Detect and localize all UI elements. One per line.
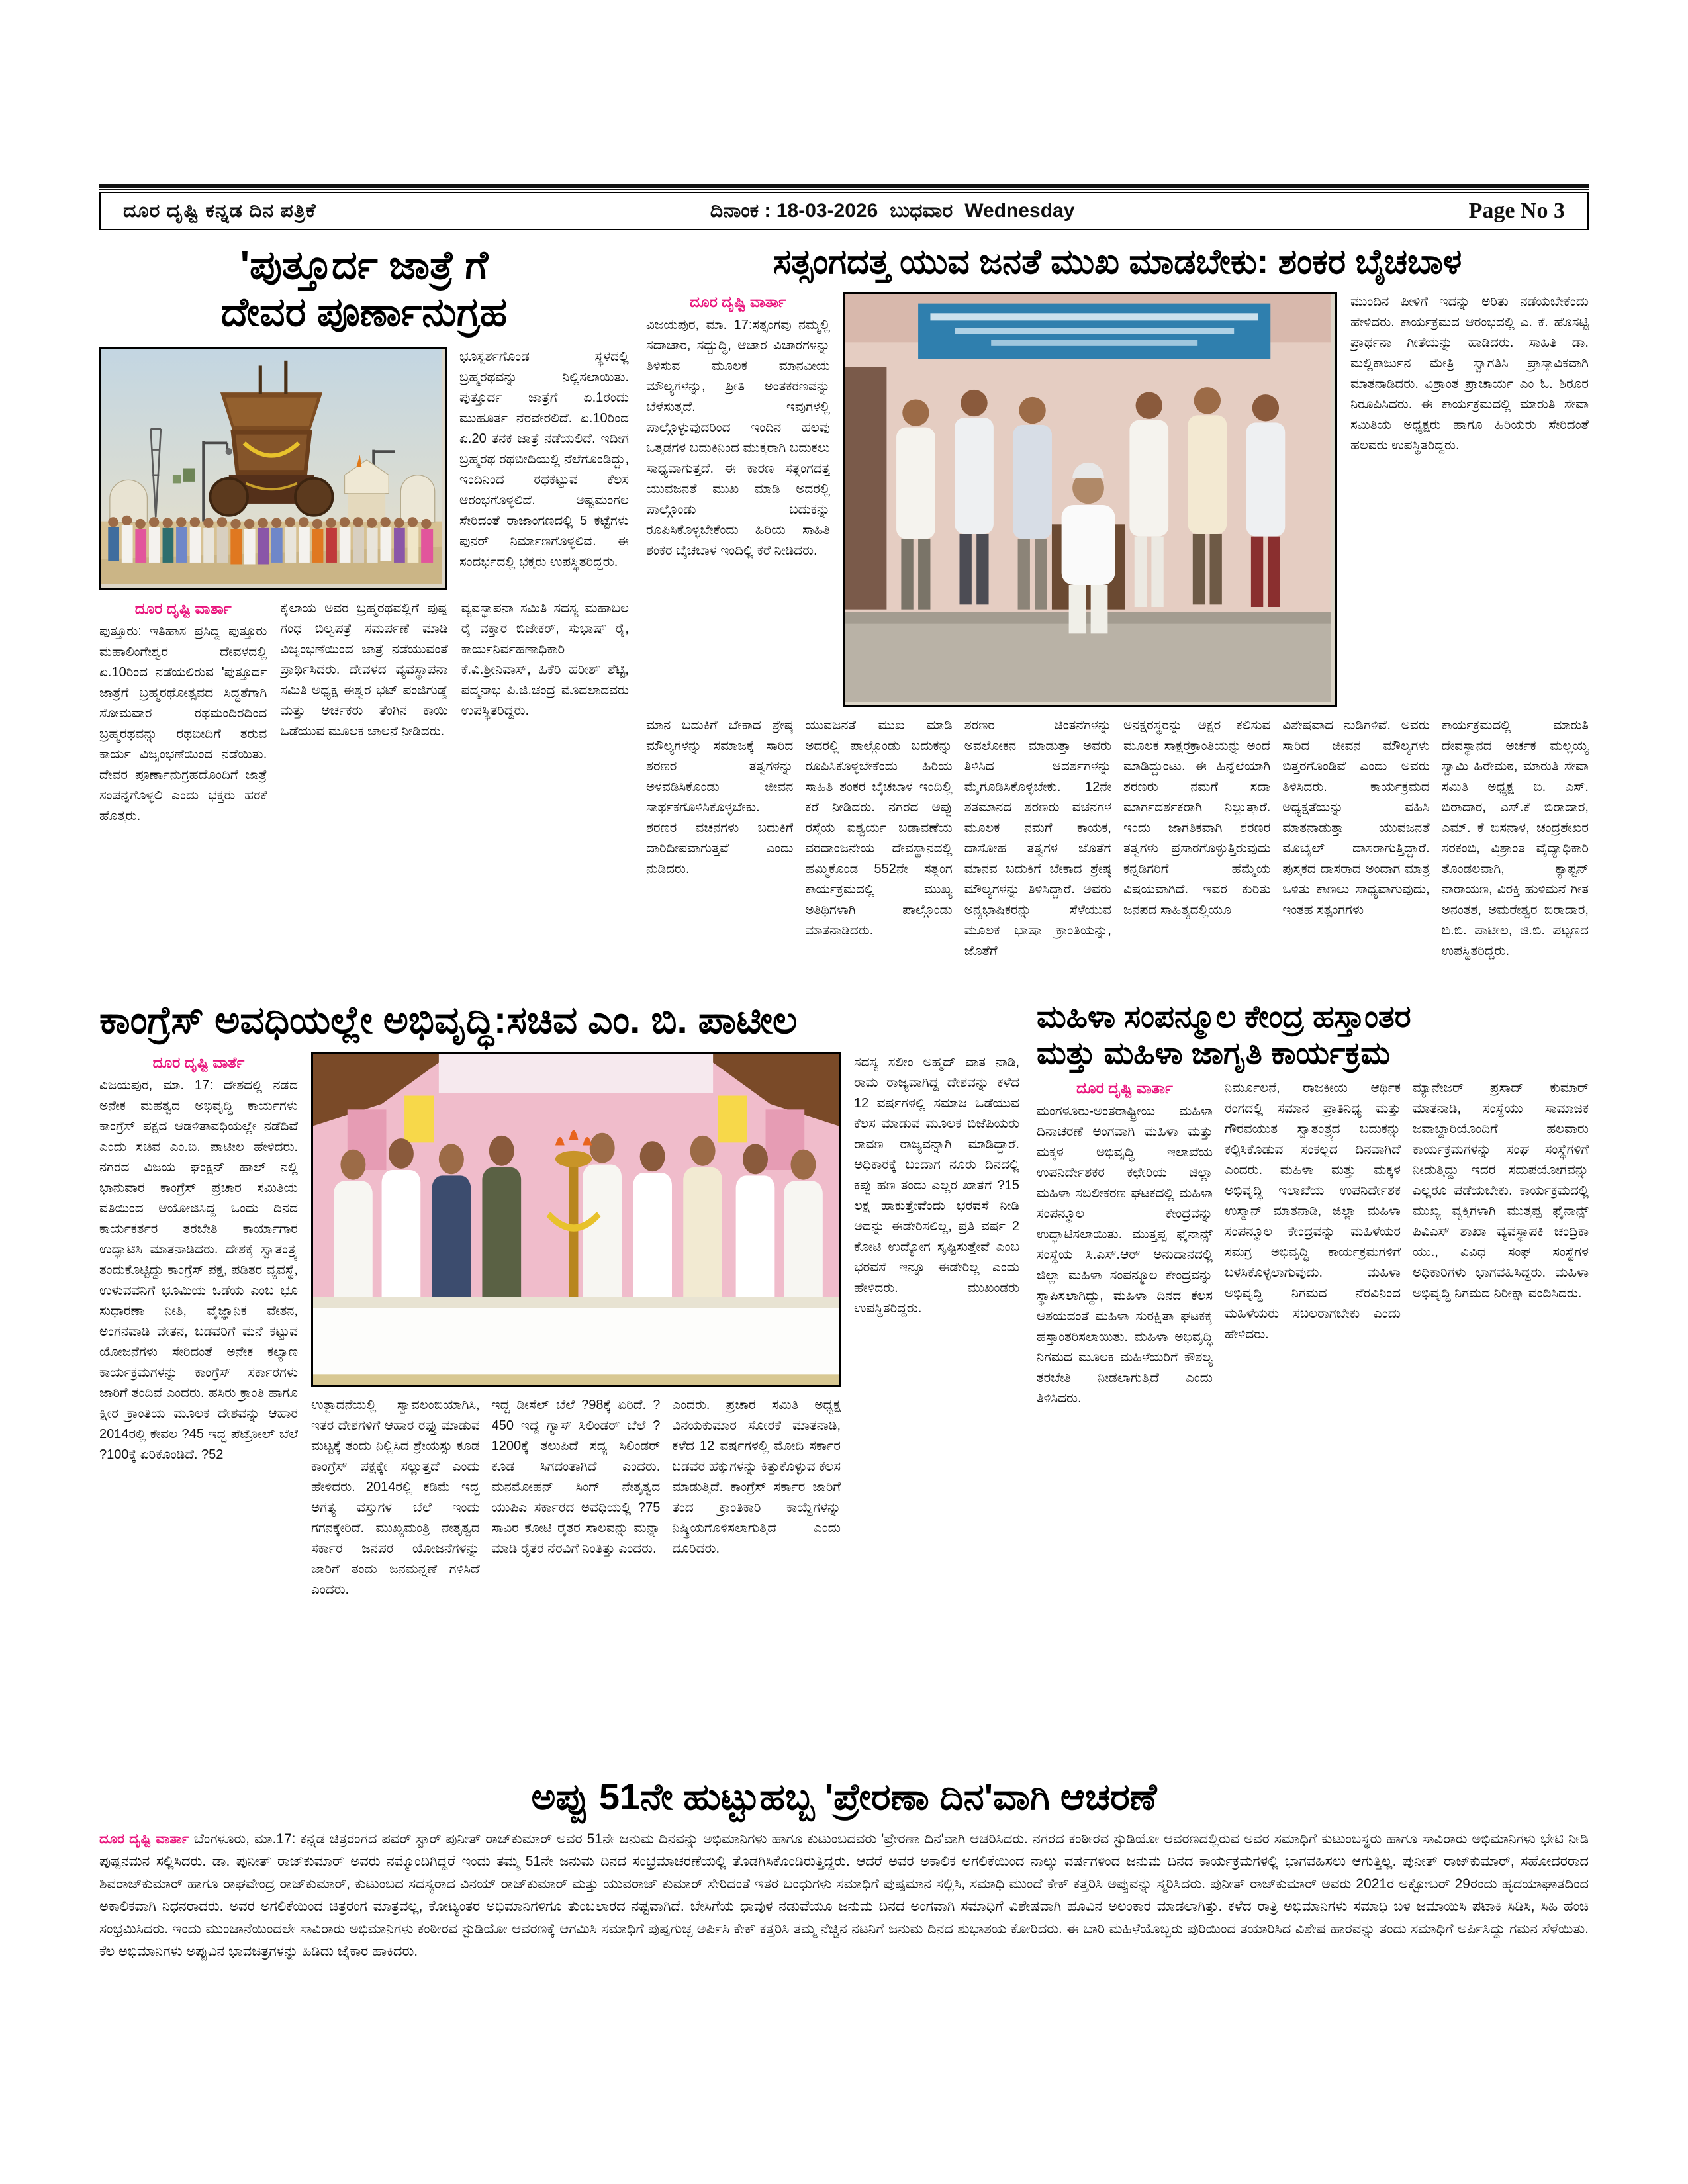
chariot-photo-illustration [101,349,442,584]
congress-right-column: ಸದಸ್ಯ ಸಲೀಂ ಅಹ್ಮದ್ ವಾತ ನಾಡಿ, ರಾಮ ರಾಜ್ಯವಾಗಿದ್ದ ದೇಶವನ್ನು ಕಳೆದ 12 ವರ್ಷಗಳಲ್ಲಿ ಸಮಾಜ ಒಡೆಯುವ ಕೆಲಸ ಮಾಡುವ ಮೂಲಕ ಬಿಜೆಪಿಯರು ರಾವಣ ರಾಜ್ಯವನ್ನಾಗಿ ಮಾಡಿದ್ದಾರೆ. ಅಧಿಕಾರಕ್ಕೆ ಬಂದಾಗ ನೂರು ದಿನದಲ್ಲಿ ಕಪ್ಪು ಹಣ ತಂದು ಎಲ್ಲರ ಖಾತೆಗೆ ?15 ಲಕ್ಷ ಹಾಕುತ್ತೇವೆಂದು ಭರವಸೆ ನೀಡಿ ಅದನ್ನು ಈಡೇರಿಸಲಿಲ್ಲ, ಪ್ರತಿ ವರ್ಷ 2 ಕೋಟಿ ಉದ್ಯೋಗ ಸೃಷ್ಟಿಸುತ್ತೇವೆ ಎಂಬ ಭರವಸೆ ಇನ್ನೂ ಈಡೇರಿಲ್ಲ ಎಂದು ಹೇಳಿದರು. ಮುಖಂಡರು ಉಪಸ್ಥಿತರಿದ್ದರು. [854,1055,1019,1316]
date-label: ದಿನಾಂಕ : 18-03-2026 [710,200,878,222]
congress-columns [311,1395,841,1759]
jatre-headline [99,242,629,336]
satsanga-column-5: ವಿಶೇಷವಾದ ನುಡಿಗಳಿವೆ. ಅವರು ಸಾರಿದ ಜೀವನ ಮೌಲ್ಯಗಳು ಬಿತ್ತರಗೊಂಡಿವೆ ಎಂದು ಅವರು ತಿಳಿಸಿದರು. ಕಾರ್ಯಕ್ರಮದ ಅಧ್ಯಕ್ಷತೆಯನ್ನು ವಹಿಸಿ ಮಾತನಾಡುತ್ತಾ ಯುವಜನತೆ ಮೊಬೈಲ್ ದಾಸರಾಗುತ್ತಿದ್ದಾರೆ. ಪುಸ್ತಕದ ದಾಸರಾದ ಅಂದಾಗ ಮಾತ್ರ ಒಳಿತು ಕಾಣಲು ಸಾಧ್ಯವಾಗುವುದು, ಇಂತಹ ಸತ್ಸಂಗಗಳು [1282,718,1430,918]
appu-body [99,1828,1589,2026]
article-mahila [1037,998,1589,1759]
jatre-headline-line1: 'ಪುತ್ತೂರ್ದ ಜಾತ್ರೆ ಗೆ [240,243,489,287]
article-jatre [99,242,629,983]
date-block [710,200,1075,222]
jatre-column-2: ಕೈಲಾಯ ಅವರ ಬ್ರಹ್ಮರಥವಲ್ಲಿಗೆ ಪುಷ್ಪ ಗಂಧ ಬಿಲ್ವಪತ್ರೆ ಸಮರ್ಪಣೆ ಮಾಡಿ ವಿಜೃಂಭಣೆಯಿಂದ ಜಾತ್ರೆ ನಡೆಯುವಂತೆ ಪ್ರಾರ್ಥಿಸಿದರು. ದೇವಳದ ವ್ಯವಸ್ಥಾಪನಾ ಸಮಿತಿ ಅಧ್ಯಕ್ಷ ಈಶ್ವರ ಭಟ್ ಪಂಜಿಗುಡ್ಡೆ ಮತ್ತು ಅರ್ಚಕರು ತೆಂಗಿನ ಕಾಯಿ ಒಡೆಯುವ ಮೂಲಕ ಚಾಲನೆ ನೀಡಿದರು. [280,600,448,739]
article-congress [99,998,1019,1759]
satsanga-column-3: ಶರಣರ ಚಿಂತನೆಗಳನ್ನು ಅವಲೋಕನ ಮಾಡುತ್ತಾ ಅವರು ತಿಳಿಸಿದ ಆದರ್ಶಗಳನ್ನು ಮೈಗೂಡಿಸಿಕೊಳ್ಳಬೇಕು. 12ನೇ ಶತಮಾನದ ಶರಣರು ವಚನಗಳ ಮೂಲಕ ನಮಗೆ ಕಾಯಕ, ದಾಸೋಹ ತತ್ವಗಳ ಜೊತೆಗೆ ಮಾನವ ಬದುಕಿಗೆ ಬೇಕಾದ ಶ್ರೇಷ್ಠ ಮೌಲ್ಯಗಳನ್ನು ತಿಳಿಸಿದ್ದಾರೆ. ಅವರು ಅನ್ಯಭಾಷಿಕರನ್ನು ಸೆಳೆಯುವ ಮೂಲಕ ಭಾಷಾ ಕ್ರಾಂತಿಯನ್ನು, ಜೊತೆಗೆ [964,718,1111,959]
lamp-lighting-photo-illustration [313,1054,839,1385]
jatre-byline: ದೂರ ದೃಷ್ಟಿ ವಾರ್ತಾ [134,599,232,617]
jatre-headline-line2: ದೇವರ ಪೂರ್ಣಾನುಗ್ರಹ [220,289,508,334]
mahila-columns [1037,1078,1589,1759]
congress-body [99,1052,1019,1759]
satsanga-lede-text: ವಿಜಯಪುರ, ಮಾ. 17:ಸತ್ಸಂಗವು ನಮ್ಮಲ್ಲಿ ಸದಾಚಾರ, ಸದ್ಬುದ್ಧಿ, ಆಚಾರ ವಿಚಾರಗಳನ್ನು ತಿಳಿಸುವ ಮೂಲಕ ಮಾನವೀಯ ಮೌಲ್ಯಗಳನ್ನು, ಪ್ರೀತಿ ಅಂತಕರಣವನ್ನು ಬೆಳೆಸುತ್ತದೆ. ಇವುಗಳಲ್ಲಿ ಪಾಲ್ಗೊಳ್ಳುವುದರಿಂದ ಇಂದಿನ ಹಲವು ಒತ್ತಡಗಳ ಬದುಕಿನಿಂದ ಮುಕ್ತರಾಗಿ ಬದುಕಲು ಸಾಧ್ಯವಾಗುತ್ತದೆ. ಈ ಕಾರಣ ಸತ್ಸಂಗದತ್ತ ಯುವಜನತೆ ಮುಖ ಮಾಡಿ ಅದರಲ್ಲಿ ಪಾಲ್ಗೊಂಡು ಬದುಕನ್ನು ರೂಪಿಸಿಕೊಳ್ಳಬೇಕೆಂದು ಹಿರಿಯ ಸಾಹಿತಿ ಶಂಕರ ಬೈಚಬಾಳ ಇಂದಿಲ್ಲಿ ಕರೆ ನೀಡಿದರು. [646,318,830,559]
congress-photo [311,1052,841,1387]
page-number: Page No 3 [1468,199,1565,223]
mahila-headline [1037,998,1589,1071]
congress-column-3: ಎಂದರು. ಪ್ರಚಾರ ಸಮಿತಿ ಅಧ್ಯಕ್ಷ ವಿನಯಕುಮಾರ ಸೋರಕೆ ಮಾತನಾಡಿ, ಕಳೆದ 12 ವರ್ಷಗಳಲ್ಲಿ ಮೋದಿ ಸರ್ಕಾರ ಬಡವರ ಹಕ್ಕುಗಳನ್ನು ಕಿತ್ತುಕೊಳ್ಳುವ ಕೆಲಸ ಮಾಡುತ್ತಿದೆ. ಕಾಂಗ್ರೆಸ್ ಸರ್ಕಾರ ಜಾರಿಗೆ ತಂದ ಕ್ರಾಂತಿಕಾರಿ ಕಾಯ್ದೆಗಳನ್ನು ನಿಷ್ಕ್ರಿಯಗೊಳಿಸಲಾಗುತ್ತಿದೆ ಎಂದು ದೂರಿದರು. [672,1398,841,1557]
congress-column-1: ಉತ್ಪಾದನೆಯಲ್ಲಿ ಸ್ವಾವಲಂಬಿಯಾಗಿಸಿ, ಇತರ ದೇಶಗಳಿಗೆ ಆಹಾರ ರಫ್ತು ಮಾಡುವ ಮಟ್ಟಕ್ಕೆ ತಂದು ನಿಲ್ಲಿಸಿದ ಶ್ರೇಯಸ್ಸು ಕೂಡ ಕಾಂಗ್ರೆಸ್ ಪಕ್ಷಕ್ಕೇ ಸಲ್ಲುತ್ತದೆ ಎಂದು ಹೇಳಿದರು. 2014ರಲ್ಲಿ ಕಡಿಮೆ ಇದ್ದ ಅಗತ್ಯ ವಸ್ತುಗಳ ಬೆಲೆ ಇಂದು ಗಗನಕ್ಕೇರಿದೆ. ಮುಖ್ಯಮಂತ್ರಿ ನೇತೃತ್ವದ ಸರ್ಕಾರ ಜನಪರ ಯೋಜನೆಗಳನ್ನು ಜಾರಿಗೆ ತಂದು ಜನಮನ್ನಣೆ ಗಳಿಸಿದೆ ಎಂದರು. [311,1398,480,1598]
satsanga-column-2: ಯುವಜನತೆ ಮುಖ ಮಾಡಿ ಅದರಲ್ಲಿ ಪಾಲ್ಗೊಂಡು ಬದುಕನ್ನು ರೂಪಿಸಿಕೊಳ್ಳಬೇಕೆಂದು ಹಿರಿಯ ಸಾಹಿತಿ ಶಂಕರ ಬೈಚಬಾಳ ಇಂದಿಲ್ಲಿ ಕರೆ ನೀಡಿದರು. ನಗರದ ಅಪ್ಪು ರಸ್ತೆಯ ಐಶ್ವರ್ಯ ಬಡಾವಣೆಯ ವರದಾಂಜನೇಯ ದೇವಸ್ಥಾನದಲ್ಲಿ ಹಮ್ಮಿಕೊಂಡ 552ನೇ ಸತ್ಸಂಗ ಕಾರ್ಯಕ್ರಮದಲ್ಲಿ ಮುಖ್ಯ ಅತಿಥಿಗಳಾಗಿ ಪಾಲ್ಗೊಂಡು ಮಾತನಾಡಿದರು. [805,718,953,938]
jatre-photo [99,347,447,590]
satsanga-lede-column [646,292,830,707]
satsanga-column-6: ಕಾರ್ಯಕ್ರಮದಲ್ಲಿ ಮಾರುತಿ ದೇವಸ್ಥಾನದ ಅರ್ಚಕ ಮಲ್ಲಯ್ಯ ಸ್ವಾಮಿ ಹಿರೇಮಠ, ಮಾರುತಿ ಸೇವಾ ಸಮಿತಿ ಅಧ್ಯಕ್ಷ ಬಿ. ಎಸ್. ಬಿರಾದಾರ, ಎಸ್.ಕೆ ಬಿರಾದಾರ, ಎಮ್. ಕೆ ಬಿಸನಾಳ, ಚಂದ್ರಶೇಖರ ಸರಕಂಬಿ, ವಿಶ್ರಾಂತ ವೈದ್ಯಾಧಿಕಾರಿ ತೊಂಡಲವಾಗಿ, ಕ್ಯಾಪ್ಟನ್ ನಾರಾಯಣ, ವಿರಕ್ತಿ ಹುಳಿಮನೆ ಗೀತ ಅನಂತಶ, ಅಮರೇಶ್ವರ ಬಿರಾದಾರ, ಬಿ.ಬಿ. ಪಾಟೀಲ, ಜಿ.ಬಿ. ಪಟ್ಟಣದ ಉಪಸ್ಥಿತರಿದ್ದರು. [1441,718,1589,959]
satsanga-photo [843,292,1337,707]
article-satsanga [646,242,1589,983]
mahila-column-1-text: ಮಂಗಳೂರು-ಅಂತರಾಷ್ಟ್ರೀಯ ಮಹಿಳಾ ದಿನಾಚರಣೆ ಅಂಗವಾಗಿ ಮಹಿಳಾ ಮತ್ತು ಮಕ್ಕಳ ಅಭಿವೃದ್ಧಿ ಇಲಾಖೆಯ ಉಪನಿರ್ದೇಶಕರ ಕಛೇರಿಯ ಜಿಲ್ಲಾ ಮಹಿಳಾ ಸಬಲೀಕರಣ ಘಟಕದಲ್ಲಿ ಮಹಿಳಾ ಸಂಪನ್ಮೂಲ ಕೇಂದ್ರವನ್ನು ಉದ್ಘಾಟಿಸಲಾಯಿತು. ಮುತ್ತಪ್ಪ ಫೈನಾನ್ಸ್ ಸಂಸ್ಥೆಯ ಸಿ.ಎಸ್.ಆರ್ ಅನುದಾನದಲ್ಲಿ ಜಿಲ್ಲಾ ಮಹಿಳಾ ಸಂಪನ್ಮೂಲ ಕೇಂದ್ರವನ್ನು ಸ್ಥಾಪಿಸಲಾಗಿದ್ದು, ಮಹಿಳಾ ದಿನದ ಕೆಲಸ ಆಶಯದಂತೆ ಮಹಿಳಾ ಸುರಕ್ಷಿತಾ ಘಟಕಕ್ಕೆ ಹಸ್ತಾಂತರಿಸಲಾಯಿತು. ಮಹಿಳಾ ಅಭಿವೃದ್ಧಿ ನಿಗಮದ ಮೂಲಕ ಮಹಿಳೆಯರಿಗೆ ಕೌಶಲ್ಯ ತರಬೇತಿ ನೀಡಲಾಗುತ್ತಿದೆ ಎಂದು ತಿಳಿಸಿದರು. [1037,1103,1213,1406]
mahila-column-1 [1037,1078,1213,1759]
appu-headline: ಅಪ್ಪು 51ನೇ ಹುಟ್ಟುಹಬ್ಬ 'ಪ್ರೇರಣಾ ದಿನ'ವಾಗಿ ಆಚರಣೆ [531,1776,1157,1817]
satsanga-right-column: ಮುಂದಿನ ಪೀಳಿಗೆ ಇದನ್ನು ಅರಿತು ನಡೆಯಬೇಕೆಂದು ಹೇಳಿದರು. ಕಾರ್ಯಕ್ರಮದ ಆರಂಭದಲ್ಲಿ ಎ. ಕೆ. ಹೊಸಟ್ಟಿ ಪ್ರಾರ್ಥನಾ ಗೀತೆಯನ್ನು ಹಾಡಿದರು. ಸಾಹಿತಿ ಡಾ. ಮಲ್ಲಿಕಾರ್ಜುನ ಮೇತ್ರಿ ಸ್ವಾಗತಿಸಿ ಪ್ರಾಸ್ತಾವಿಕವಾಗಿ ಮಾತನಾಡಿದರು. ವಿಶ್ರಾಂತ ಪ್ರಾಚಾರ್ಯ ಎಂ ಓ. ಶಿರೂರ ನಿರೂಪಿಸಿದರು. ಈ ಕಾರ್ಯಕ್ರಮದಲ್ಲಿ ಮಾರುತಿ ಸೇವಾ ಸಮಿತಿಯ ಅಧ್ಯಕ್ಷರು ಹಾಗೂ ಹಿರಿಯರು ಸೇರಿದಂತೆ ಹಲವರು ಉಪಸ್ಥಿತರಿದ್ದರು. [1350,295,1589,453]
article-appu [99,1775,1589,2026]
congress-left-column [99,1052,298,1759]
congress-headline: ಕಾಂಗ್ರೆಸ್ ಅವಧಿಯಲ್ಲೇ ಅಭಿವೃದ್ಧಿ:ಸಚಿವ ಎಂ. ಬಿ. ಪಾಟೀಲ [99,999,798,1042]
congress-byline: ದೂರ ದೃಷ್ಟಿ ವಾರ್ತೆ [152,1054,245,1071]
mahila-column-2: ನಿರ್ಮೂಲನೆ, ರಾಜಕೀಯ ಆರ್ಥಿಕ ರಂಗದಲ್ಲಿ ಸಮಾನ ಪ್ರಾತಿನಿಧ್ಯ ಮತ್ತು ಗೌರವಯುತ ಸ್ವಾತಂತ್ರ್ಯದ ಬದುಕನ್ನು ಕಲ್ಪಿಸಿಕೊಡುವ ಸಂಕಲ್ಪದ ದಿನವಾಗಿದೆ ಎಂದರು. ಮಹಿಳಾ ಮತ್ತು ಮಕ್ಕಳ ಅಭಿವೃದ್ಧಿ ಇಲಾಖೆಯ ಉಪನಿರ್ದೇಶಕ ಉಸ್ಮಾನ್ ಮಾತನಾಡಿ, ಜಿಲ್ಲಾ ಮಹಿಳಾ ಸಂಪನ್ಮೂಲ ಕೇಂದ್ರವನ್ನು ಮಹಿಳೆಯರ ಸಮಗ್ರ ಅಭಿವೃದ್ಧಿ ಕಾರ್ಯಕ್ರಮಗಳಿಗೆ ಬಳಸಿಕೊಳ್ಳಲಾಗುವುದು. ಮಹಿಳಾ ಅಭಿವೃದ್ಧಿ ನಿಗಮದ ನೆರವಿನಿಂದ ಮಹಿಳೆಯರು ಸಬಲರಾಗಬೇಕು ಎಂದು ಹೇಳಿದರು. [1225,1080,1401,1342]
paper-name: ದೂರ ದೃಷ್ಟಿ ಕನ್ನಡ ದಿನ ಪತ್ರಿಕೆ [123,200,316,222]
jatre-column-1-text: ಪುತ್ತೂರು: ಇತಿಹಾಸ ಪ್ರಸಿದ್ದ ಪುತ್ತೂರು ಮಹಾಲಿಂಗೇಶ್ವರ ದೇವಳದಲ್ಲಿ ಏ.10ರಿಂದ ನಡೆಯಲಿರುವ 'ಪುತ್ತೂರ್ದ ಜಾತ್ರೆಗೆ ಬ್ರಹ್ಮರಥೋತ್ಸವದ ಸಿದ್ಧತೆಗಾಗಿ ಸೋಮವಾರ ರಥಮಂದಿರದಿಂದ ಬ್ರಹ್ಮರಥವನ್ನು ರಥಬೀದಿಗೆ ತರುವ ಕಾರ್ಯ ವಿಜೃಂಭಣೆಯಿಂದ ನಡೆಯಿತು. ದೇವರ ಪೂರ್ಣಾನುಗ್ರಹದೊಂದಿಗೆ ಜಾತ್ರೆ ಸಂಪನ್ನಗೊಳ್ಳಲಿ ಎಂದು ಭಕ್ತರು ಹರಕೆ ಹೊತ್ತರು. [99,623,267,823]
day-kannada: ಬುಧವಾರ [890,200,953,222]
congress-column-2: ಇದ್ದ ಡೀಸೆಲ್ ಬೆಲೆ ?98ಕ್ಕೆ ಏರಿದೆ. ?450 ಇದ್ದ ಗ್ಯಾಸ್ ಸಿಲಿಂಡರ್ ಬೆಲೆ ?1200ಕ್ಕೆ ತಲುಪಿದೆ ಸದ್ಯ ಸಿಲಿಂಡರ್ ಕೂಡ ಸಿಗದಂತಾಗಿದೆ ಎಂದರು. ಮನಮೋಹನ್ ಸಿಂಗ್ ನೇತೃತ್ವದ ಯುಪಿಎ ಸರ್ಕಾರದ ಅವಧಿಯಲ್ಲಿ ?75 ಸಾವಿರ ಕೋಟಿ ರೈತರ ಸಾಲವನ್ನು ಮನ್ನಾ ಮಾಡಿ ರೈತರ ನೆರವಿಗೆ ನಿಂತಿತ್ತು ಎಂದರು. [491,1398,661,1557]
day-english: Wednesday [964,200,1075,222]
jatre-main [99,347,629,590]
satsanga-column-1: ಮಾನ ಬದುಕಿಗೆ ಬೇಕಾದ ಶ್ರೇಷ್ಠ ಮೌಲ್ಯಗಳನ್ನು ಸಮಾಜಕ್ಕೆ ಸಾರಿದ ಶರಣರ ತತ್ವಗಳನ್ನು ಅಳವಡಿಸಿಕೊಂಡು ಜೀವನ ಸಾರ್ಥಕಗೊಳಿಸಿಕೊಳ್ಳಬೇಕು. ಶರಣರ ವಚನಗಳು ಬದುಕಿಗೆ ದಾರಿದೀಪವಾಗುತ್ತವೆ ಎಂದು ನುಡಿದರು. [646,718,794,877]
satsanga-byline: ದೂರ ದೃಷ್ಟಿ ವಾರ್ತಾ [690,293,786,311]
group-photo-illustration [845,294,1331,702]
mahila-headline-line1: ಮಹಿಳಾ ಸಂಪನ್ಮೂಲ ಕೇಂದ್ರ ಹಸ್ತಾಂತರ [1037,999,1411,1034]
congress-left-text: ವಿಜಯಪುರ, ಮಾ. 17: ದೇಶದಲ್ಲಿ ನಡೆದ ಅನೇಕ ಮಹತ್ವದ ಅಭಿವೃದ್ಧಿ ಕಾರ್ಯಗಳು ಕಾಂಗ್ರೆಸ್ ಪಕ್ಷದ ಆಡಳಿತಾವಧಿಯಲ್ಲೇ ನಡೆದಿವೆ ಎಂದು ಸಚಿವ ಎಂ.ಬಿ. ಪಾಟೀಲ ಹೇಳಿದರು. ನಗರದ ವಿಜಯ ಘಂಕ್ಷನ್ ಹಾಲ್ ನಲ್ಲಿ ಭಾನುವಾರ ಕಾಂಗ್ರೆಸ್ ಪ್ರಚಾರ ಸಮಿತಿಯ ವತಿಯಿಂದ ಆಯೋಜಿಸಿದ್ದ ಒಂದು ದಿನದ ಕಾರ್ಯಕರ್ತರ ತರಬೇತಿ ಕಾರ್ಯಾಗಾರ ಉದ್ಘಾಟಿಸಿ ಮಾತನಾಡಿದರು. ದೇಶಕ್ಕೆ ಸ್ವಾತಂತ್ರ್ಯ ತಂದುಕೊಟ್ಟಿದ್ದು ಕಾಂಗ್ರೆಸ್ ಪಕ್ಷ, ಪಡಿತರ ವ್ಯವಸ್ಥೆ, ಉಳುವವನಿಗೆ ಭೂಮಿಯ ಒಡೆಯ ಎಂಬ ಭೂ ಸುಧಾರಣಾ ನೀತಿ, ವೈಜ್ಞಾನಿಕ ವೇತನ, ಅಂಗನವಾಡಿ ವೇತನ, ಬಡವರಿಗೆ ಮನೆ ಕಟ್ಟುವ ಯೋಜನೆಗಳು ಸೇರಿದಂತೆ ಅನೇಕ ಕಲ್ಯಾಣ ಕಾರ್ಯಕ್ರಮಗಳನ್ನು ಕಾಂಗ್ರೆಸ್ ಸರ್ಕಾರಗಳು ಜಾರಿಗೆ ತಂದಿವೆ ಎಂದರು. ಹಸಿರು ಕ್ರಾಂತಿ ಹಾಗೂ ಕ್ಷೀರ ಕ್ರಾಂತಿಯ ಮೂಲಕ ದೇಶವನ್ನು ಆಹಾರ 2014ರಲ್ಲಿ ಕೇವಲ ?45 ಇದ್ದ ಪೆಟ್ರೋಲ್ ಬೆಲೆ ?100ಕ್ಕೆ ಏರಿಕೊಂಡಿದೆ. ?52 [99,1078,298,1463]
jatre-column-1 [99,598,267,983]
congress-center [311,1052,841,1759]
page-top-rule [99,184,1589,190]
satsanga-column-4: ಅನಕ್ಷರಸ್ಥರನ್ನು ಅಕ್ಷರ ಕಲಿಸುವ ಮೂಲಕ ಸಾಕ್ಷರಕ್ರಾಂತಿಯನ್ನು ಅಂದೆ ಮಾಡಿದ್ದುಂಟು. ಈ ಹಿನ್ನೆಲೆಯಾಗಿ ಶರಣರು ನಮಗೆ ಸದಾ ಮಾರ್ಗದರ್ಶಕರಾಗಿ ನಿಲ್ಲುತ್ತಾರೆ. ಇಂದು ಜಾಗತಿಕವಾಗಿ ಶರಣರ ತತ್ವಗಳು ಪ್ರಸಾರಗೊಳ್ಳುತ್ತಿರುವುದು ಕನ್ನಡಿಗರಿಗೆ ಹೆಮ್ಮೆಯ ವಿಷಯವಾಗಿದೆ. ಇವರ ಕುರಿತು ಜನಪದ ಸಾಹಿತ್ಯದಲ್ಲಿಯೂ [1123,718,1271,918]
satsanga-headline: ಸತ್ಸಂಗದತ್ತ ಯುವ ಜನತೆ ಮುಖ ಮಾಡಬೇಕು: ಶಂಕರ ಬೈಚಬಾಳ [773,243,1462,281]
jatre-side-column: ಭೂಸ್ಪರ್ಶಗೊಂಡ ಸ್ಥಳದಲ್ಲಿ ಬ್ರಹ್ಮರಥವನ್ನು ನಿಲ್ಲಿಸಲಾಯಿತು. ಪುತ್ತೂರ್ದ ಜಾತ್ರೆಗೆ ಏ.1ರಂದು ಮುಹೂರ್ತ ನೆರವೇರಲಿದೆ. ಏ.10ರಿಂದ ಏ.20 ತನಕ ಜಾತ್ರೆ ನಡೆಯಲಿದೆ. ಇದೀಗ ಬ್ರಹ್ಮರಥ ರಥಬೀದಿಯಲ್ಲಿ ನೆಲೆಗೊಂಡಿದ್ದು, ಇಂದಿನಿಂದ ರಥಕಟ್ಟುವ ಕೆಲಸ ಆರಂಭಗೊಳ್ಳಲಿದೆ. ಅಷ್ಟಮಂಗಲ ಸೇರಿದಂತೆ ರಾಜಾಂಗಣದಲ್ಲಿ 5 ಕಟ್ಟೆಗಳು ಪುನರ್ ನಿರ್ಮಾಣಗೊಳ್ಳಲಿವೆ. ಈ ಸಂದರ್ಭದಲ್ಲಿ ಭಕ್ತರು ಉಪಸ್ಥಿತರಿದ್ದರು. [459,349,629,569]
top-section [99,242,1589,983]
mahila-byline: ದೂರ ದೃಷ್ಟಿ ವಾರ್ತಾ [1076,1079,1173,1097]
satsanga-main [646,292,1589,707]
jatre-column-3: ವ್ಯವಸ್ಥಾಪನಾ ಸಮಿತಿ ಸದಸ್ಯ ಮಹಾಬಲ ರೈ ವಕ್ತಾರ ಬಿಜೇಕರ್, ಸುಭಾಷ್ ರೈ, ಕಾರ್ಯನಿರ್ವಹಣಾಧಿಕಾರಿ ಕೆ.ವಿ.ಶ್ರೀನಿವಾಸ್, ಹಿಕೆರಿ ಹರೀಶ್ ಶೆಟ್ಟಿ, ಪದ್ಮನಾಭ ಪಿ.ಜಿ.ಚಂದ್ರ ಮೊದಲಾದವರು ಉಪಸ್ಥಿತರಿದ್ದರು. [461,600,629,718]
mahila-headline-line2: ಮತ್ತು ಮಹಿಳಾ ಜಾಗೃತಿ ಕಾರ್ಯಕ್ರಮ [1037,1035,1391,1071]
middle-section [99,998,1589,1759]
appu-body-text: ಬೆಂಗಳೂರು, ಮಾ.17: ಕನ್ನಡ ಚಿತ್ರರಂಗದ ಪವರ್ ಸ್ಟಾರ್ ಪುನೀತ್ ರಾಜ್‌ಕುಮಾರ್ ಅವರ 51ನೇ ಜನುಮ ದಿನವನ್ನು ಅಭಿಮಾನಿಗಳು ಹಾಗೂ ಕುಟುಂಬದವರು 'ಪ್ರೇರಣಾ ದಿನ'ವಾಗಿ ಆಚರಿಸಿದರು. ನಗರದ ಕಂಠೀರವ ಸ್ಟುಡಿಯೋ ಆವರಣದಲ್ಲಿರುವ ಅವರ ಸಮಾಧಿಗೆ ಕುಟುಂಬಸ್ಥರು ಹಾಗೂ ಸಾವಿರಾರು ಅಭಿಮಾನಿಗಳು ಭೇಟಿ ನೀಡಿ ಪುಷ್ಪನಮನ ಸಲ್ಲಿಸಿದರು. ಡಾ. ಪುನೀತ್ ರಾಜ್‌ಕುಮಾರ್ ಅವರು ನಮ್ಮೊಂದಿಗಿದ್ದರೆ ಇಂದು ತಮ್ಮ 51ನೇ ಜನುಮ ದಿನದ ಸಂಭ್ರಮಾಚರಣೆಯಲ್ಲಿ ತೊಡಗಿಸಿಕೊಂಡಿರುತ್ತಿದ್ದರು. ಆದರೆ ಅವರ ಅಕಾಲಿಕ ಅಗಲಿಕೆಯಿಂದ ನಾಲ್ಕು ವರ್ಷಗಳಿಂದ ಜನುಮ ದಿನದ ಕಾರ್ಯಕ್ರಮಗಳಲ್ಲಿ ಭಾಗವಹಿಸಲು ಆಗುತ್ತಿಲ್ಲ. ಪುನೀತ್ ರಾಜ್‌ಕುಮಾರ್, ಸಹೋದರರಾದ ಶಿವರಾಜ್‌ಕುಮಾರ್ ಹಾಗೂ ರಾಘವೇಂದ್ರ ರಾಜ್‌ಕುಮಾರ್, ಕುಟುಂಬದ ಸದಸ್ಯರಾದ ವಿನಯ್ ರಾಜ್‌ಕುಮಾರ್ ಮತ್ತು ಯುವರಾಜ್ ಕುಮಾರ್ ಸೇರಿದಂತೆ ಇತರ ಬಂಧುಗಳು ಸಮಾಧಿಗೆ ಪುಷ್ಪಮಾನ ಸಲ್ಲಿಸಿ, ಸಮಾಧಿ ಮುಂದೆ ಕೇಕ್ ಕತ್ತರಿಸಿ ಅಪ್ಪುವನ್ನು ಸ್ಮರಿಸಿದರು. ಪುನೀತ್ ರಾಜ್‌ಕುಮಾರ್ ಅವರು 2021ರ ಅಕ್ಟೋಬರ್ 29ರಂದು ಹೃದಯಾಘಾತದಿಂದ ಅಕಾಲಿಕವಾಗಿ ನಿಧನರಾದರು. ಅವರ ಅಗಲಿಕೆಯಿಂದ ಚಿತ್ರರಂಗ ಮಾತ್ರವಲ್ಲ, ಕೋಟ್ಯಂತರ ಅಭಿಮಾನಿಗಳಿಗೂ ತುಂಬಲಾರದ ನಷ್ಟವಾಗಿದೆ. ಬೇಸಿಗೆಯ ಧಾವುಳ ನಡುವೆಯೂ ಜನುಮ ದಿನದ ಅಂಗವಾಗಿ ಸಮಾಧಿಗೆ ವಿಶೇಷವಾಗಿ ಹೂವಿನ ಅಲಂಕಾರ ಮಾಡಲಾಗಿತ್ತು. ಕಳೆದ ರಾತ್ರಿ ಅಭಿಮಾನಿಗಳು ಸಮಾಧಿ ಬಳಿ ಜಮಾಯಿಸಿ ಪಟಾಕಿ ಸಿಡಿಸಿ, ಸಿಹಿ ಹಂಚಿ ಸಂಭ್ರಮಿಸಿದರು. ಇಂದು ಮುಂಜಾನೆಯಿಂದಲೇ ಸಾವಿರಾರು ಅಭಿಮಾನಿಗಳು ಕಂಠೀರವ ಸ್ಟುಡಿಯೋ ಆವರಣಕ್ಕೆ ಆಗಮಿಸಿ ಸಮಾಧಿಗೆ ಪುಷ್ಪಗುಚ್ಛ ಅರ್ಪಿಸಿ ಕೇಕ್ ಕತ್ತರಿಸಿ ತಮ್ಮ ನೆಚ್ಚಿನ ನಟನಿಗೆ ಜನುಮ ದಿನದ ಶುಭಾಶಯ ಕೋರಿದರು. ಈ ಬಾರಿ ಮಹಿಳೆಯೊಬ್ಬರು ಪುರಿಯಿಂದ ತಯಾರಿಸಿದ ವಿಶೇಷ ಹಾರವನ್ನು ತಂದು ಸಮಾಧಿಗೆ ಅರ್ಪಿಸಿದ್ದು ಗಮನ ಸೆಳೆಯಿತು. ಕೆಲ ಅಭಿಮಾನಿಗಳು ಅಪ್ಪುವಿನ ಭಾವಚಿತ್ರಗಳನ್ನು ಹಿಡಿದು ಜೈಕಾರ ಹಾಕಿದರು. [99,1831,1589,1960]
satsanga-columns [646,715,1589,983]
appu-byline: ದೂರ ದೃಷ್ಟಿ ವಾರ್ತಾ [99,1831,189,1847]
mahila-column-3: ಮ್ಯಾನೇಜರ್ ಪ್ರಸಾದ್ ಕುಮಾರ್ ಮಾತನಾಡಿ, ಸಂಸ್ಥೆಯು ಸಾಮಾಜಿಕ ಜವಾಬ್ದಾರಿಯೊಂದಿಗೆ ಹಲವಾರು ಕಾರ್ಯಕ್ರಮಗಳನ್ನು ಸಂಘ ಸಂಸ್ಥೆಗಳಿಗೆ ನೀಡುತ್ತಿದ್ದು ಇದರ ಸದುಪಯೋಗವನ್ನು ಎಲ್ಲರೂ ಪಡೆಯಬೇಕು. ಕಾರ್ಯಕ್ರಮದಲ್ಲಿ ಮುಖ್ಯ ವ್ಯಕ್ತಿಗಳಾಗಿ ಮುತ್ತಪ್ಪ ಫೈನಾನ್ಸ್ ಪಿವಿಎಸ್ ಶಾಖಾ ವ್ಯವಸ್ಥಾಪಕಿ ಚಂದ್ರಿಕಾ ಯು., ವಿವಿಧ ಸಂಘ ಸಂಸ್ಥೆಗಳ ಅಧಿಕಾರಿಗಳು ಭಾಗವಹಿಸಿದ್ದರು. ಮಹಿಳಾ ಅಭಿವೃದ್ಧಿ ನಿಗಮದ ನಿರೀಕ್ಷಾ ವಂದಿಸಿದರು. [1413,1080,1589,1300]
jatre-columns [99,598,629,983]
masthead [99,192,1589,230]
page-content [99,184,1589,2026]
